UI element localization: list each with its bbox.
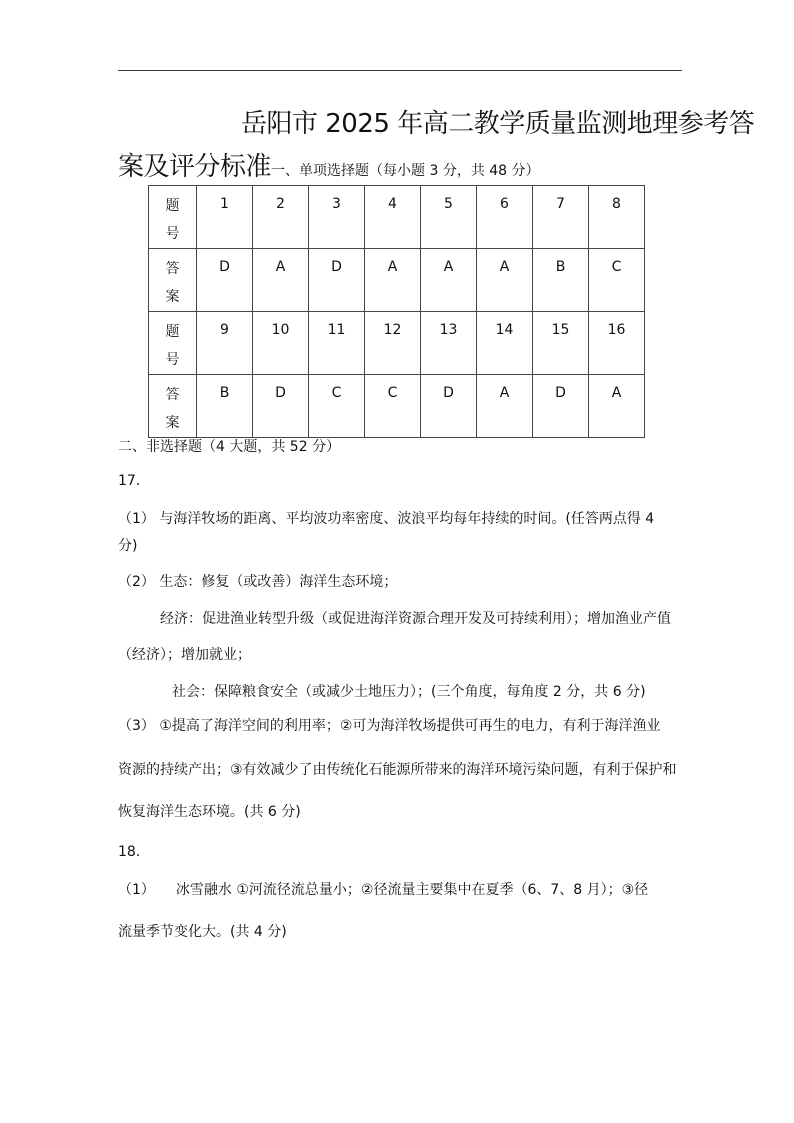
table-row [149, 249, 645, 312]
answer-line: （3） ①提高了海洋空间的利用率；②可为海洋牧场提供可再生的电力，有利于海洋渔业 [118, 718, 661, 734]
answer-line: （经济）；增加就业； [118, 647, 251, 663]
table-row [149, 312, 645, 375]
table-cell: 10 [253, 312, 309, 375]
table-cell: 15 [533, 312, 589, 375]
answer-line: 17. [118, 473, 141, 489]
table-cell: A [589, 375, 645, 438]
row-label-char: 号 [165, 226, 180, 242]
answer-line: 经济：促进渔业转型升级（或促进海洋资源合理开发及可持续利用）；增加渔业产值 [160, 611, 671, 627]
answer-line: 社会：保障粮食安全（或减少土地压力）；(三个角度，每角度 2 分，共 6 分) [172, 684, 646, 700]
answer-line: 分) [118, 538, 138, 554]
table-cell: A [253, 249, 309, 312]
row-label-char: 答 [165, 261, 180, 277]
table-cell: 1 [197, 186, 253, 249]
table-cell: B [533, 249, 589, 312]
table-cell: A [365, 249, 421, 312]
table-cell: D [197, 249, 253, 312]
row-label-char: 题 [165, 324, 180, 340]
table-cell: D [253, 375, 309, 438]
table-cell: A [421, 249, 477, 312]
table-cell: 8 [589, 186, 645, 249]
section-2-heading: 二、非选择题（4 大题，共 52 分） [118, 439, 341, 455]
header-rule [118, 70, 682, 71]
answer-line: 恢复海洋生态环境。(共 6 分) [118, 804, 301, 820]
table-cell: 6 [477, 186, 533, 249]
table-row [149, 375, 645, 438]
answer-line: （2） 生态：修复（或改善）海洋生态环境； [118, 574, 398, 590]
table-cell: 9 [197, 312, 253, 375]
answer-line: （1） 与海洋牧场的距离、平均波功率密度、波浪平均每年持续的时间。(任答两点得 4 [118, 511, 655, 527]
table-cell: 16 [589, 312, 645, 375]
row-label-char: 案 [165, 415, 180, 431]
table-cell: 12 [365, 312, 421, 375]
table-cell: 2 [253, 186, 309, 249]
table-cell: D [533, 375, 589, 438]
row-label-char: 答 [165, 387, 180, 403]
table-cell: 5 [421, 186, 477, 249]
title-line-1: 岳阳市 2025 年高二教学质量监测地理参考答 [241, 109, 755, 139]
table-cell: 7 [533, 186, 589, 249]
row-label-char: 题 [165, 198, 180, 214]
row-label [149, 249, 197, 312]
table-row [149, 186, 645, 249]
title-line-2-text: 案及评分标准 [118, 152, 272, 182]
table-cell: A [477, 249, 533, 312]
title-line-2 [118, 146, 540, 183]
row-label [149, 186, 197, 249]
answer-line: 资源的持续产出；③有效减少了由传统化石能源所带来的海洋环境污染问题，有利于保护和 [118, 762, 677, 778]
answer-line: 18. [118, 844, 141, 860]
table-cell: C [309, 375, 365, 438]
row-label [149, 312, 197, 375]
table-cell: C [589, 249, 645, 312]
table-cell: D [309, 249, 365, 312]
table-cell: B [197, 375, 253, 438]
table-cell: 4 [365, 186, 421, 249]
table-cell: 3 [309, 186, 365, 249]
table-cell: A [477, 375, 533, 438]
row-label-char: 号 [165, 352, 180, 368]
table-cell: C [365, 375, 421, 438]
row-label [149, 375, 197, 438]
table-cell: 11 [309, 312, 365, 375]
table-cell: 13 [421, 312, 477, 375]
table-cell: D [421, 375, 477, 438]
answer-line: （1） 冰雪融水 ①河流径流总量小；②径流量主要集中在夏季（6、7、8 月）；③径 [118, 882, 649, 898]
table-cell: 14 [477, 312, 533, 375]
row-label-char: 案 [165, 289, 180, 305]
answer-line: 流量季节变化大。(共 4 分) [118, 924, 287, 940]
answer-table [148, 185, 645, 438]
section-1-heading: 一、单项选择题（每小题 3 分，共 48 分） [271, 163, 540, 179]
